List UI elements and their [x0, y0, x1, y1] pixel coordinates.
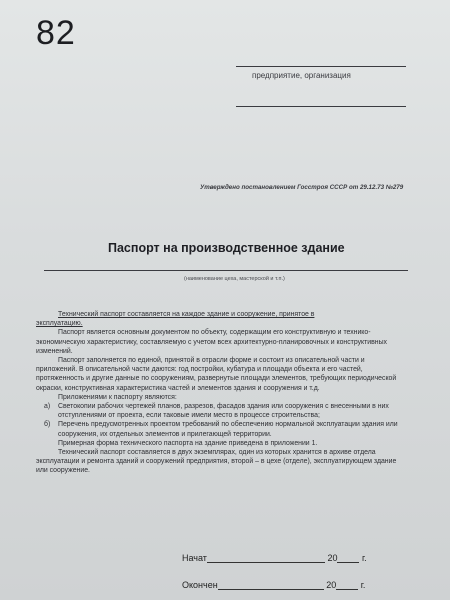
document-title: Паспорт на производственное здание — [108, 241, 345, 255]
title-underline — [44, 270, 408, 271]
end-year-blank — [336, 589, 358, 590]
end-year-suffix: г. — [360, 580, 366, 590]
start-label: Начат — [182, 553, 207, 563]
paragraph-3: Паспорт заполняется по единой, принятой в отрасли форме и состоит из описательной части и приложений. В описательной части даются: год постройки, кубатура и площади объекта и его частей, протяженность и другие данные по сооружениям, развернутые площади элементов, требующих периодической окраски, конструктивная характеристика частей и элементов здания и сооружения и т.д. — [36, 357, 397, 392]
org-line-top — [236, 66, 406, 67]
list-item-a — [36, 402, 402, 420]
end-row — [182, 580, 365, 590]
start-date-blank — [207, 562, 325, 563]
paragraph-5: Примерная форма технического паспорта на здание приведена в приложении 1. — [58, 439, 318, 447]
org-label: предприятие, организация — [252, 71, 351, 80]
title-note: (наименование цеха, мастерской и т.п.) — [184, 276, 285, 282]
paragraph-4: Приложениями к паспорту являются: — [58, 393, 177, 401]
start-year-blank — [337, 562, 359, 563]
list-item-a-text: Светокопии рабочих чертежей планов, разрезов, фасадов здания или сооружения с внесенными в них отступлениями от проекта, если таковые имели место в процессе строительства; — [58, 403, 389, 420]
page-number: 82 — [36, 14, 76, 52]
paragraph-2: Паспорт является основным документом по объекту, содержащим его конструктивную и технико-экономическую характеристику, составляемую с учетом всех архитектурно-планировочных и конструктивных изменений. — [36, 329, 387, 355]
body-text — [36, 310, 402, 476]
start-year-prefix: 20 — [327, 553, 338, 563]
end-year-prefix: 20 — [326, 580, 337, 590]
org-line-bottom — [236, 106, 406, 107]
list-item-a-label: а) — [44, 403, 51, 411]
approval-note: Утверждено постановлением Госстроя СССР от 29.12.73 №279 — [200, 184, 404, 191]
start-row — [182, 553, 367, 563]
start-year-suffix: г. — [361, 553, 367, 563]
list-item-b-text: Перечень предусмотренных проектом требований по обеспечению нормальной эксплуатации здания или сооружения, их отдельных элементов и прилегающей территории. — [58, 421, 398, 438]
paragraph-6: Технический паспорт составляется в двух экземплярах, один из которых хранится в архиве отдела эксплуатации и ремонта зданий и сооружений предприятия, второй – в цехе (отделе), эксплуатирующем здание или сооружение. — [36, 449, 397, 475]
end-date-blank — [218, 589, 324, 590]
list-item-b-label: б) — [44, 421, 51, 429]
list-item-b — [36, 420, 402, 438]
paragraph-1a: Технический паспорт составляется на каждое здание и сооружение, принятое в — [58, 311, 315, 318]
end-label: Окончен — [182, 580, 218, 590]
paragraph-1b: эксплуатацию. — [36, 320, 83, 328]
